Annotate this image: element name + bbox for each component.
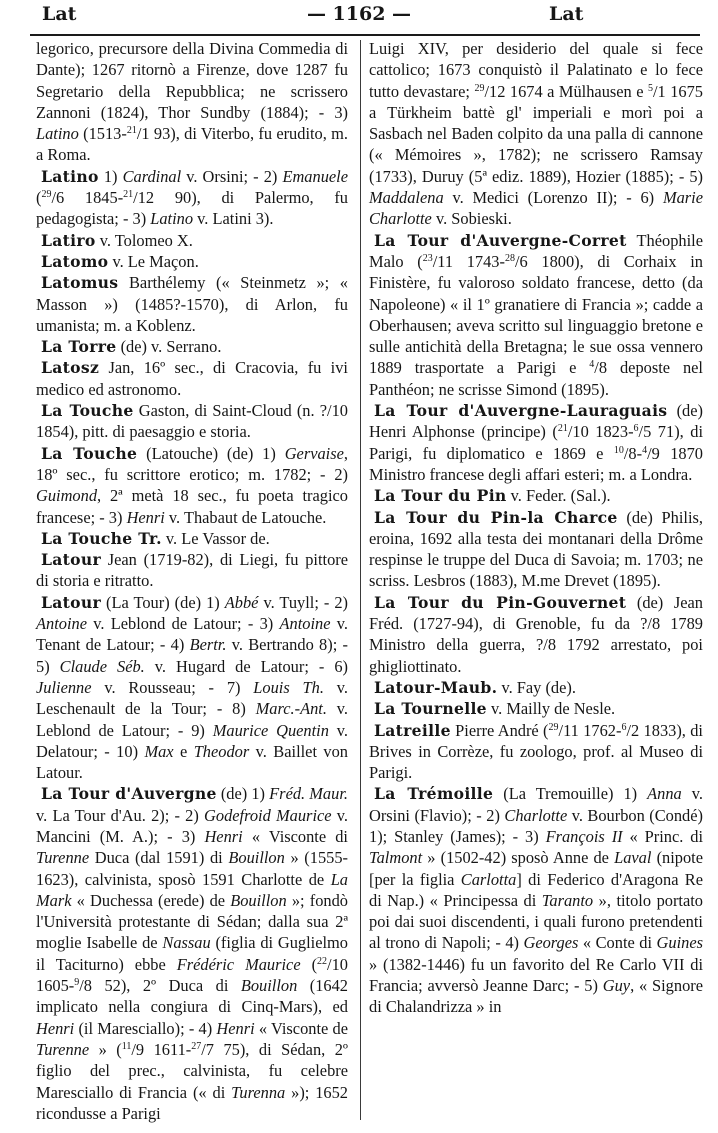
italic-name: Guines — [656, 933, 703, 953]
dictionary-entry — [36, 400, 348, 443]
entry-text: « Conte di — [578, 933, 657, 953]
entry-headword: Latour-Maub. — [374, 677, 498, 697]
entry-text: /11 1743- — [432, 251, 505, 271]
entry-text: /6 1845- — [51, 188, 124, 208]
date-superscript: 21 — [557, 423, 568, 435]
entry-text: /10 1605- — [36, 954, 348, 996]
entry-text: /8- — [623, 443, 643, 463]
entry-headword: Latino — [41, 166, 99, 186]
entry-headword: La Touche — [41, 443, 138, 463]
entry-headword: La Touche — [41, 401, 134, 421]
entry-text: v. Orsini; - 2) — [181, 166, 283, 186]
italic-name: Maurice Quentin — [212, 720, 329, 740]
entry-continuation — [369, 38, 703, 230]
italic-name: Gervaise — [284, 443, 344, 463]
entry-headword: La Touche Tr. — [41, 528, 162, 548]
entry-headword: Latomo — [41, 251, 109, 271]
entry-headword: Latiro — [41, 230, 96, 250]
italic-name: Maddalena — [369, 188, 444, 208]
italic-name: Guimond — [36, 486, 98, 506]
entry-text: (La Tremouille) 1) — [493, 784, 648, 804]
italic-name: Turenna — [231, 1082, 286, 1102]
entry-text: v. Leschenault de la Tour; - 8) — [36, 677, 348, 719]
entry-text: v. Sobieski. — [431, 209, 512, 229]
italic-name: Marie Charlotte — [369, 188, 703, 229]
entry-text: v. Tolomeo X. — [95, 230, 193, 250]
dictionary-entry — [36, 166, 348, 230]
entry-text: » (1555-1623), calvinista, sposò 1591 Charlotte de — [36, 848, 348, 889]
entry-text: Barthélemy (« Steinmetz »; « Masson ») (1485?-1570), di Arlon, fu umanista; m. a Koblenz. — [36, 273, 348, 335]
italic-name: Antoine — [279, 614, 331, 634]
entry-text: , 18º sec., fu scrittore erotico; m. 1782; - 2) — [36, 443, 348, 484]
entry-headword: La Trémoille — [374, 784, 494, 804]
italic-name: Henri — [216, 1018, 255, 1038]
entry-text: legorico, precursore della Divina Commedia di Dante); 1267 ritornò a Firenze, dove 1287 fu Segretario della Repubblica; ne scrissero Zannoni (1824), Thor Sundby (1884); - 3) — [36, 39, 348, 122]
dictionary-entry — [36, 783, 348, 1124]
entry-text: ( — [36, 188, 42, 208]
entry-text: v. Thabaut de Latouche. — [164, 507, 327, 527]
date-superscript: 6 — [633, 423, 639, 435]
entry-text: v. Latini 3). — [193, 209, 274, 229]
entry-text: v. Rousseau; - 7) — [91, 677, 254, 697]
italic-name: Nassau — [162, 933, 211, 953]
dictionary-entry — [36, 443, 348, 528]
page-number: — 1162 — — [306, 3, 412, 25]
entry-text: (de) Henri Alphonse (principe) ( — [369, 401, 703, 442]
entry-text: (de) 1) — [216, 784, 270, 804]
entry-text: Jan, 16º sec., di Cracovia, fu ivi medico ed astronomo. — [36, 358, 348, 399]
dictionary-entry — [36, 336, 348, 357]
entry-text: v. Feder. (Sal.). — [506, 486, 611, 506]
italic-name: Bouillon — [230, 890, 287, 910]
italic-name: Fréd. Maur. — [269, 784, 348, 804]
entry-text: (1642 implicato nella congiura di Cinq-Mars), ed — [36, 976, 348, 1017]
italic-name: Abbé — [224, 592, 259, 612]
entry-text: 1) — [98, 166, 123, 186]
entry-headword: La Tour d'Auvergne-Lauraguais — [374, 401, 668, 421]
italic-name: Charlotte — [504, 805, 568, 825]
dictionary-entry — [36, 549, 348, 592]
entry-continuation — [36, 38, 348, 166]
italic-name: Turenne — [36, 848, 90, 868]
entry-text: v. Mailly de Nesle. — [486, 699, 616, 719]
entry-text: (La Tour) (de) 1) — [101, 592, 225, 612]
entry-text: Jean (1719-82), di Liegi, fu pittore di storia e ritratto. — [36, 550, 348, 591]
entry-text: »); 1652 ricondusse a Parigi — [36, 1082, 349, 1123]
date-superscript: 29 — [41, 189, 52, 201]
entry-text: v. Leblond de Latour; - 3) — [86, 614, 280, 634]
dictionary-entry — [369, 783, 703, 1017]
entry-text: , « Signore di Chalandrizza » in — [369, 976, 703, 1017]
italic-name: Turenne — [36, 1039, 90, 1059]
dictionary-entry — [36, 230, 348, 251]
entry-text: (de) v. Serrano. — [116, 337, 222, 357]
entry-text: /7 75), di Sédan, 2º figlio del prec., calvinista, fu celebre Maresciallo di Francia (« di — [36, 1039, 348, 1102]
entry-text: v. Delatour; - 10) — [36, 720, 349, 761]
entry-headword: Latomus — [41, 273, 119, 293]
dictionary-entry — [369, 720, 703, 784]
italic-name: Antoine — [36, 614, 87, 634]
entry-text: v. Tuyll; - 2) — [258, 592, 349, 612]
italic-name: Bouillon — [228, 848, 285, 868]
italic-name: Carlotta — [460, 869, 517, 889]
entry-text: ] di Federico d'Aragona Re di Nap.) « Principessa di — [369, 869, 703, 910]
entry-text: »; fondò l'Università protestante di Sédan; dalla sua 2ª moglie Isabelle de — [36, 890, 349, 953]
date-superscript: 4 — [642, 444, 648, 456]
entry-text: e — [173, 741, 194, 761]
entry-text: (de) Philis, eroina, 1692 alla testa dei montanari della Drôme respinse le truppe del Duca di Savoia; m. 1703; ne scriss. Lesbros (1883), M.me Drevet (1895). — [369, 507, 704, 591]
date-superscript: 10 — [613, 444, 624, 456]
date-superscript: 5 — [647, 82, 653, 94]
entry-text: « Princ. di — [622, 826, 704, 846]
header-left-word: Lat — [42, 3, 77, 25]
dictionary-entry — [369, 485, 703, 506]
italic-name: Louis Th. — [253, 677, 324, 697]
entry-text: (1513- — [78, 124, 127, 144]
entry-text: v. Le Maçon. — [108, 251, 199, 271]
entry-text: /1 93), di Viterbo, fu erudito, m. a Roma. — [36, 124, 349, 165]
dictionary-entry — [36, 592, 348, 784]
entry-text: » (1502-42) sposò Anne de — [422, 848, 615, 868]
entry-text: /8 52), 2º Duca di — [79, 976, 241, 996]
dictionary-entry — [36, 528, 348, 549]
italic-name: Latino — [150, 209, 194, 229]
entry-text: », titolo portato poi dai suoi discendenti, i quali furono pretendenti al trono di Napoli; - 4) — [369, 890, 703, 953]
date-superscript: 22 — [317, 955, 328, 967]
entry-text: v. Hugard de Latour; - 6) — [144, 656, 348, 676]
header-rule — [30, 34, 700, 36]
entry-text: v. La Tour d'Au. 2); - 2) — [36, 805, 205, 825]
dictionary-entry — [369, 230, 703, 400]
left-column — [36, 38, 348, 1124]
column-divider — [360, 40, 361, 1120]
dictionary-entry — [36, 272, 348, 336]
entry-headword: La Torre — [41, 337, 117, 357]
italic-name: Henri — [36, 1018, 75, 1038]
italic-name: Latino — [36, 124, 79, 144]
entry-headword: La Tour du Pin-Gouvernet — [374, 592, 627, 612]
entry-headword: La Tour d'Auvergne-Corret — [374, 230, 627, 250]
entry-headword: Latosz — [41, 358, 100, 378]
entry-headword: La Tour du Pin-la Charce — [374, 507, 618, 527]
entry-text: v. Leblond de Latour; - 9) — [36, 699, 349, 740]
italic-name: Henri — [126, 507, 165, 527]
date-superscript: 27 — [191, 1040, 202, 1052]
entry-text: /12 90), di Palermo, fu pedagogista; - 3) — [36, 188, 349, 229]
entry-text: Pierre André ( — [450, 720, 549, 740]
entry-text: v. Orsini (Flavio); - 2) — [369, 784, 704, 825]
entry-text: » ( — [89, 1039, 122, 1059]
date-superscript: 9 — [74, 977, 80, 989]
entry-text: , 2ª metà 18 sec., fu poeta tragico francese; - 3) — [36, 486, 348, 527]
entry-text: v. Medici (Lorenzo II); - 6) — [443, 188, 663, 208]
entry-text: v. Baillet von Latour. — [36, 741, 348, 783]
italic-name: La Mark — [36, 869, 348, 910]
date-superscript: 23 — [422, 252, 433, 264]
entry-text: /5 71), di Parigi, fu diplomatico e 1869 e — [369, 422, 704, 463]
italic-name: Henri — [204, 826, 243, 846]
entry-text: Gaston, di Saint-Cloud (n. ?/10 1854), pitt. di paesaggio e storia. — [36, 401, 348, 442]
date-superscript: 29 — [548, 721, 559, 733]
entry-text: v. Tenant de Latour; - 4) — [36, 614, 349, 655]
date-superscript: 21 — [123, 189, 134, 201]
italic-name: Anna — [647, 784, 682, 804]
italic-name: Godefroid Maurice — [204, 805, 332, 825]
entry-text: /11 1762- — [558, 720, 622, 740]
entry-headword: La Tour du Pin — [374, 486, 507, 506]
dictionary-entry — [36, 357, 348, 400]
entry-headword: La Tour d'Auvergne — [41, 784, 217, 804]
entry-text: v. Bourbon (Condé) 1); Stanley (James); - 3) — [369, 805, 703, 846]
entry-text: (nipote [per la figlia — [369, 848, 703, 889]
entry-text: (figlia di Guglielmo il Taciturno) ebbe — [36, 933, 348, 974]
running-header — [0, 0, 718, 36]
date-superscript: 29 — [474, 82, 485, 94]
entry-text: (il Maresciallo); - 4) — [74, 1018, 217, 1038]
entry-text: » (1382-1446) fu un favorito del Re Carlo VII di Francia; avversò Jeanne Darc; - 5) — [369, 954, 703, 996]
entry-headword: Latreille — [374, 720, 451, 740]
italic-name: Max — [144, 741, 174, 761]
entry-text: /9 1611- — [131, 1039, 192, 1059]
entry-headword: La Tournelle — [374, 699, 487, 719]
dictionary-entry — [369, 698, 703, 719]
dictionary-entry — [369, 592, 703, 677]
entry-text: /8 deposte nel Panthéon; ne scrisse Simond (1895). — [369, 358, 703, 399]
entry-text: « Duchessa (erede) de — [71, 890, 231, 910]
italic-name: Bertr. — [189, 635, 227, 655]
header-right-word: Lat — [549, 3, 584, 25]
italic-name: Claude Séb. — [59, 656, 145, 676]
italic-name: Marc.-Ant. — [255, 699, 327, 719]
italic-name: Guy — [602, 976, 631, 996]
date-superscript: 4 — [589, 359, 595, 371]
date-superscript: 21 — [126, 125, 137, 137]
entry-text: Duca (dal 1591) di — [89, 848, 229, 868]
entry-text: /9 1870 Ministro francese degli affari esteri; m. a Londra. — [369, 443, 703, 484]
dictionary-entry — [369, 400, 703, 485]
italic-name: Julienne — [36, 677, 92, 697]
entry-text: /6 1800), di Corhaix in Finistère, fu valoroso soldato francese, detto (da Napoleone) « il 1º granatiere di Francia »; cadde a Oberhausen; aveva scritto sul linguaggio bretone e sulle antichità della Bretagna; le sue ossa vennero 1889 trasportate a Parigi e — [369, 251, 703, 378]
italic-name: Georges — [523, 933, 579, 953]
entry-text: « Visconte de — [254, 1018, 348, 1038]
dictionary-entry — [369, 677, 703, 698]
entry-headword: Latour — [41, 592, 102, 612]
entry-text: /12 1674 a Mülhausen e — [484, 81, 648, 101]
entry-headword: Latour — [41, 550, 102, 570]
date-superscript: 6 — [621, 721, 627, 733]
italic-name: François II — [545, 826, 623, 846]
dictionary-entry — [369, 507, 703, 592]
date-superscript: 28 — [504, 252, 515, 264]
italic-name: Talmont — [369, 848, 423, 868]
entry-text: /2 1833), di Brives in Corrèze, fu zoologo, prof. al Museo di Parigi. — [369, 720, 703, 783]
italic-name: Theodor — [193, 741, 250, 761]
entry-text: (Latouche) (de) 1) — [137, 443, 285, 463]
date-superscript: 11 — [121, 1040, 132, 1052]
entry-text: v. Mancini (M. A.); - 3) — [36, 805, 348, 846]
dictionary-entry — [36, 251, 348, 272]
italic-name: Cardinal — [122, 166, 182, 186]
entry-text: v. Fay (de). — [497, 677, 576, 697]
entry-text: v. Le Vassor de. — [161, 528, 270, 548]
entry-text: Luigi XIV, per desiderio del quale si fece cattolico; 1673 conquistò il Palatinato e lo fece tutto devastare; — [369, 39, 703, 101]
entry-text: v. Bertrando 8); - 5) — [36, 635, 348, 676]
entry-text: (de) Jean Fréd. (1727-94), di Grenoble, fu da ?/8 1789 Ministro della guerra, ?/8 1792 arrestato, poi ghigliottinato. — [369, 592, 703, 676]
italic-name: Emanuele — [282, 166, 348, 186]
entry-text: ( — [300, 954, 318, 974]
italic-name: Taranto — [541, 890, 594, 910]
italic-name: Frédéric Maurice — [176, 954, 301, 974]
entry-text: /10 1823- — [567, 422, 634, 442]
entry-text: /1 1675 a Türkheim battè gl' imperiali e morì poi a Sasbach nel Baden colpito da una palla di cannone (« Mémoires », 1782); ne scrissero Ramsay (1733), Duruy (5ª ediz. 1889), Hozier (1885); - 5) — [369, 81, 703, 186]
italic-name: Laval — [614, 848, 652, 868]
entry-text: « Visconte di — [242, 826, 348, 846]
right-column — [369, 38, 703, 1018]
italic-name: Bouillon — [240, 976, 298, 996]
entry-text: Théophile Malo ( — [369, 230, 703, 271]
